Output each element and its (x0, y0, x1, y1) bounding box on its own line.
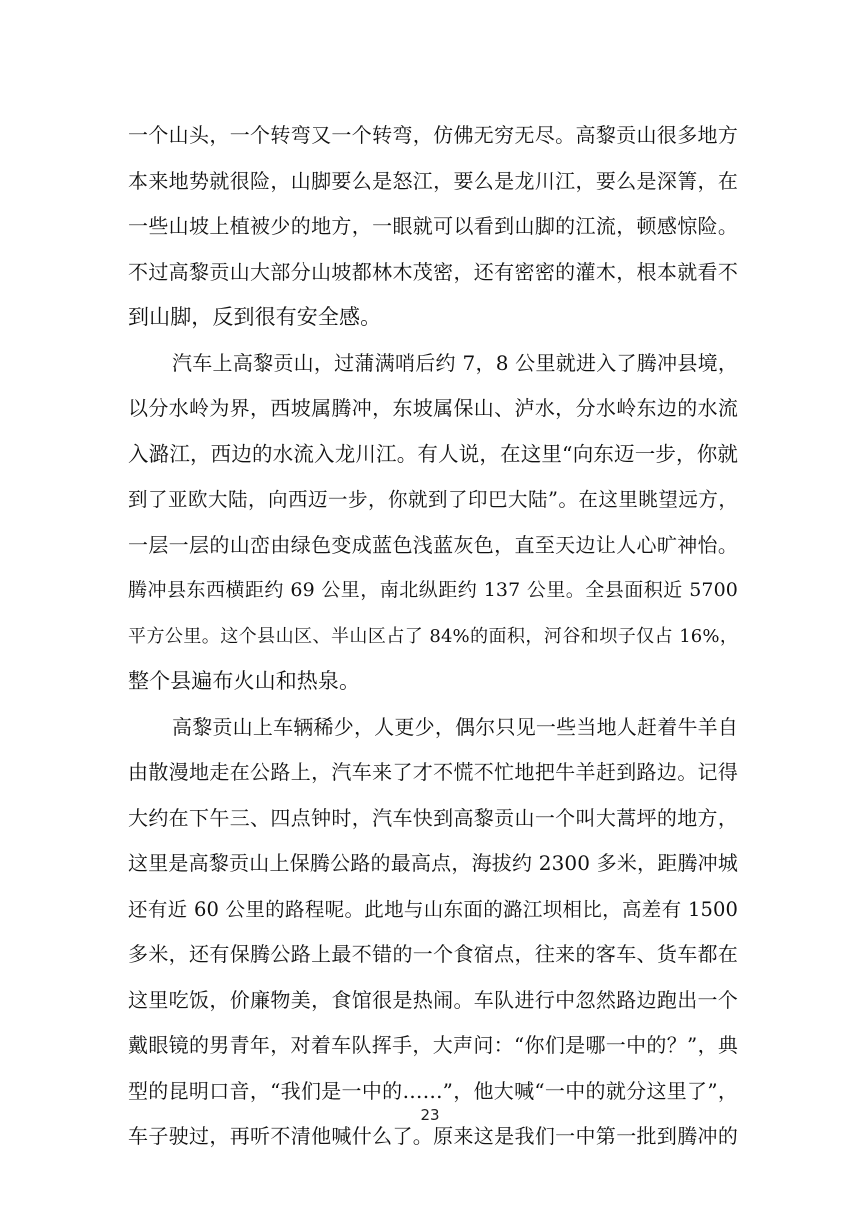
text-line: 这里是高黎贡山上保腾公路的最高点，海拔约 2300 多米，距腾冲城 (128, 851, 738, 875)
text-line: 一些山坡上植被少的地方，一眼就可以看到山脚的江流，顿感惊险。 (128, 214, 738, 238)
text-line: 一层一层的山峦由绿色变成蓝色浅蓝灰色，直至天边让人心旷神怡。 (128, 532, 738, 557)
page-number: 23 (420, 1106, 440, 1124)
text-line: 腾冲县东西横距约 69 公里，南北纵距约 137 公里。全县面积近 5700 (128, 579, 738, 601)
text-line: 高黎贡山上车辆稀少，人更少，偶尔只见一些当地人赶着牛羊自 (172, 714, 738, 739)
text-line: 到了亚欧大陆，向西迈一步，你就到了印巴大陆”。在这里眺望远方， (128, 488, 738, 511)
text-line: 到山脚，反到很有安全感。 (128, 305, 382, 329)
text-line: 还有近 60 公里的路程呢。此地与山东面的潞江坝相比，高差有 1500 (128, 897, 738, 921)
text-line: 本来地势就很险，山脚要么是怒江，要么是龙川江，要么是深箐，在 (128, 168, 738, 193)
text-line: 戴眼镜的男青年，对着车队挥手，大声问：“你们是哪一中的？”，典 (128, 1033, 738, 1057)
text-line: 由散漫地走在公路上，汽车来了才不慌不忙地把牛羊赶到路边。记得 (128, 760, 738, 784)
text-line: 大约在下午三、四点钟时，汽车快到高黎贡山一个叫大蒿坪的地方， (128, 805, 738, 830)
text-line: 不过高黎贡山大部分山坡都林木茂密，还有密密的灌木，根本就看不 (128, 259, 738, 284)
text-line: 整个县遍布火山和热泉。 (128, 669, 361, 693)
text-line: 入潞江，西边的水流入龙川江。有人说，在这里“向东迈一步，你就 (128, 441, 738, 466)
text-line: 平方公里。这个县山区、半山区占了 84%的面积，河谷和坝子仅占 16%， (128, 625, 738, 647)
body-text (128, 113, 738, 1160)
text-line: 这里吃饭，价廉物美，食馆很是热闹。车队进行中忽然路边跑出一个 (128, 987, 738, 1012)
text-line: 以分水岭为界，西坡属腾冲，东坡属保山、泸水，分水岭东边的水流 (128, 396, 738, 420)
text-line: 汽车上高黎贡山，过蒲满哨后约 7，8 公里就进入了腾冲县境， (172, 350, 738, 375)
text-line: 一个山头，一个转弯又一个转弯，仿佛无穷无尽。高黎贡山很多地方 (128, 123, 738, 147)
text-line: 多米，还有保腾公路上最不错的一个食宿点，往来的客车、货车都在 (128, 942, 738, 966)
text-line: 车子驶过，再听不清他喊什么了。原来这是我们一中第一批到腾冲的 (128, 1124, 738, 1148)
text-line: 型的昆明口音，“我们是一中的……”，他大喊“一中的就分这里了”， (128, 1078, 738, 1103)
